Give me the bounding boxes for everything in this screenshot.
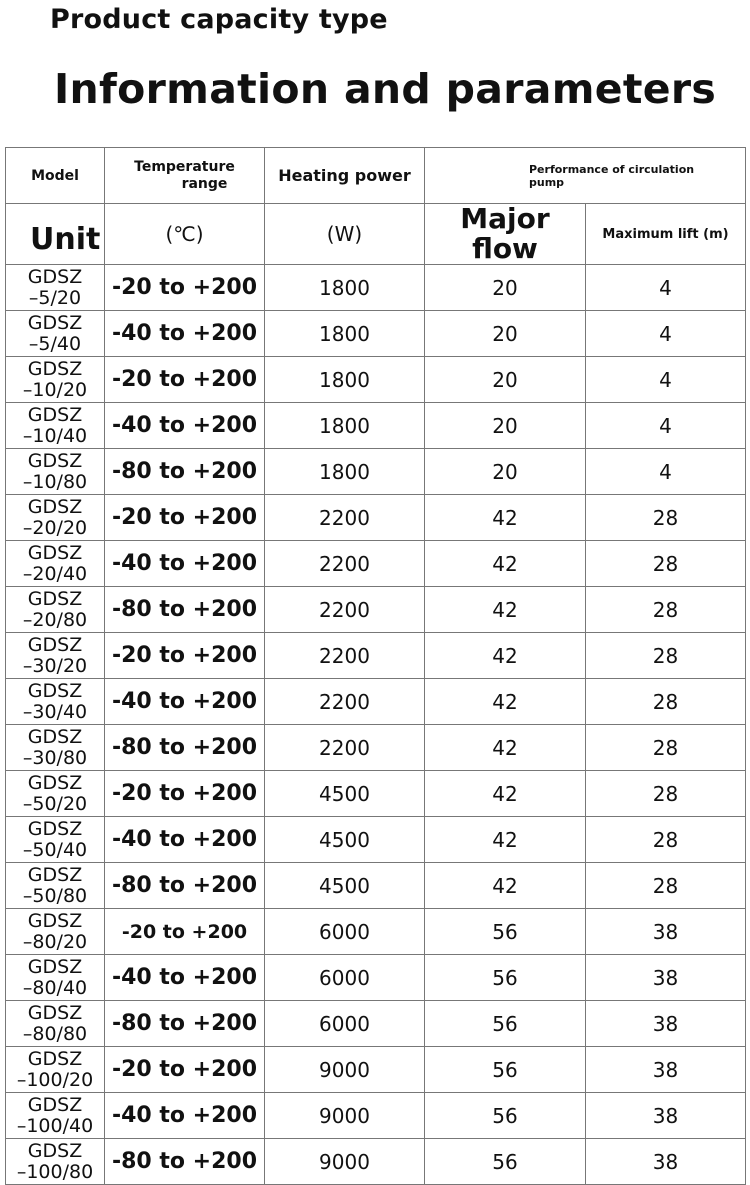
lift-value: 28 xyxy=(652,505,679,530)
header-pump-performance xyxy=(425,148,746,204)
lift-value: 38 xyxy=(652,965,679,990)
table-row xyxy=(6,1093,746,1139)
table-row xyxy=(6,357,746,403)
model-cell xyxy=(6,495,105,541)
heating-power-cell xyxy=(265,311,425,357)
lift-value: 4 xyxy=(659,367,672,392)
lift-cell xyxy=(586,495,746,541)
model-value: GDSZ –10/80 xyxy=(22,449,88,493)
temperature-range-cell xyxy=(105,403,265,449)
model-cell xyxy=(6,1047,105,1093)
flow-value: 42 xyxy=(492,827,518,852)
heating-power-value: 9000 xyxy=(319,1149,370,1174)
unit-lift: Maximum lift (m) xyxy=(602,227,729,242)
unit-flow: Major flow xyxy=(460,203,550,265)
flow-value: 20 xyxy=(492,367,518,392)
model-value: GDSZ –5/20 xyxy=(27,265,83,309)
table-row xyxy=(6,587,746,633)
lift-value: 28 xyxy=(652,643,679,668)
heating-power-cell xyxy=(265,633,425,679)
temperature-range-cell xyxy=(105,817,265,863)
heating-power-cell xyxy=(265,817,425,863)
lift-value: 4 xyxy=(659,275,672,300)
unit-row xyxy=(6,204,746,265)
flow-value: 20 xyxy=(492,459,518,484)
temperature-range-value: -40 to +200 xyxy=(111,551,258,576)
heating-power-value: 4500 xyxy=(319,827,370,852)
heating-power-cell xyxy=(265,357,425,403)
lift-cell xyxy=(586,955,746,1001)
model-cell xyxy=(6,1001,105,1047)
temperature-range-cell xyxy=(105,1139,265,1185)
model-value: GDSZ –100/20 xyxy=(16,1047,94,1091)
temperature-range-cell xyxy=(105,679,265,725)
temperature-range-cell xyxy=(105,1093,265,1139)
flow-cell xyxy=(425,633,586,679)
page-subtitle: Information and parameters xyxy=(54,65,717,113)
model-value: GDSZ –100/40 xyxy=(16,1093,94,1137)
temperature-range-cell xyxy=(105,771,265,817)
temperature-range-cell xyxy=(105,541,265,587)
flow-value: 56 xyxy=(492,1057,518,1082)
lift-cell xyxy=(586,909,746,955)
heating-power-value: 2200 xyxy=(319,689,370,714)
flow-cell xyxy=(425,725,586,771)
flow-value: 20 xyxy=(492,275,518,300)
lift-value: 38 xyxy=(652,1103,679,1128)
model-cell xyxy=(6,1139,105,1185)
model-cell xyxy=(6,955,105,1001)
lift-value: 28 xyxy=(652,689,679,714)
header-temperature xyxy=(105,148,265,204)
model-cell xyxy=(6,357,105,403)
lift-value: 4 xyxy=(659,413,672,438)
temperature-range-cell xyxy=(105,955,265,1001)
heating-power-cell xyxy=(265,679,425,725)
unit-temperature-cell xyxy=(105,204,265,265)
heating-power-cell xyxy=(265,403,425,449)
unit-power: (W) xyxy=(326,222,363,246)
flow-cell xyxy=(425,449,586,495)
flow-cell xyxy=(425,403,586,449)
heating-power-value: 4500 xyxy=(319,781,370,806)
flow-value: 42 xyxy=(492,505,518,530)
heating-power-cell xyxy=(265,771,425,817)
header-row xyxy=(6,148,746,204)
heating-power-value: 2200 xyxy=(319,597,370,622)
flow-value: 20 xyxy=(492,413,518,438)
flow-value: 42 xyxy=(492,735,518,760)
model-value: GDSZ –50/80 xyxy=(22,863,88,907)
lift-value: 28 xyxy=(652,551,679,576)
heating-power-cell xyxy=(265,1093,425,1139)
heating-power-value: 2200 xyxy=(319,505,370,530)
model-value: GDSZ –80/20 xyxy=(22,909,88,953)
temperature-range-value: -40 to +200 xyxy=(111,1103,258,1128)
table-row xyxy=(6,955,746,1001)
model-cell xyxy=(6,1093,105,1139)
heating-power-value: 1800 xyxy=(319,321,370,346)
lift-cell xyxy=(586,541,746,587)
lift-value: 28 xyxy=(652,827,679,852)
flow-value: 56 xyxy=(492,1149,518,1174)
table-row xyxy=(6,909,746,955)
lift-cell xyxy=(586,771,746,817)
heating-power-value: 6000 xyxy=(319,965,370,990)
temperature-range-cell xyxy=(105,265,265,311)
flow-cell xyxy=(425,679,586,725)
lift-cell xyxy=(586,311,746,357)
flow-cell xyxy=(425,1047,586,1093)
heating-power-cell xyxy=(265,909,425,955)
table-row xyxy=(6,817,746,863)
temperature-range-cell xyxy=(105,863,265,909)
table-row xyxy=(6,495,746,541)
heating-power-value: 4500 xyxy=(319,873,370,898)
temperature-range-value: -20 to +200 xyxy=(111,781,258,806)
lift-value: 38 xyxy=(652,919,679,944)
lift-value: 38 xyxy=(652,1057,679,1082)
temperature-range-value: -80 to +200 xyxy=(111,1011,258,1036)
model-value: GDSZ –30/20 xyxy=(22,633,88,677)
heating-power-value: 9000 xyxy=(319,1103,370,1128)
temperature-range-value: -20 to +200 xyxy=(111,505,258,530)
model-value: GDSZ –20/40 xyxy=(22,541,88,585)
flow-cell xyxy=(425,863,586,909)
unit-label-cell xyxy=(6,204,105,265)
header-heating-power xyxy=(265,148,425,204)
table-row xyxy=(6,449,746,495)
table-row xyxy=(6,403,746,449)
heating-power-value: 2200 xyxy=(319,735,370,760)
table-row xyxy=(6,633,746,679)
flow-cell xyxy=(425,817,586,863)
temperature-range-cell xyxy=(105,1047,265,1093)
heating-power-value: 1800 xyxy=(319,275,370,300)
flow-cell xyxy=(425,587,586,633)
lift-cell xyxy=(586,449,746,495)
model-value: GDSZ –30/40 xyxy=(22,679,88,723)
temperature-range-cell xyxy=(105,725,265,771)
model-cell xyxy=(6,725,105,771)
lift-cell xyxy=(586,265,746,311)
flow-cell xyxy=(425,265,586,311)
lift-cell xyxy=(586,679,746,725)
model-cell xyxy=(6,817,105,863)
unit-temperature: (℃) xyxy=(165,222,204,246)
heating-power-cell xyxy=(265,955,425,1001)
heating-power-cell xyxy=(265,541,425,587)
unit-flow-cell xyxy=(425,204,586,265)
model-cell xyxy=(6,863,105,909)
temperature-range-value: -40 to +200 xyxy=(111,689,258,714)
flow-value: 42 xyxy=(492,781,518,806)
heating-power-value: 6000 xyxy=(319,1011,370,1036)
header-temperature-label xyxy=(134,159,235,193)
flow-cell xyxy=(425,1139,586,1185)
table-row xyxy=(6,311,746,357)
temperature-range-cell xyxy=(105,909,265,955)
model-cell xyxy=(6,449,105,495)
unit-lift-cell xyxy=(586,204,746,265)
temperature-range-value: -40 to +200 xyxy=(111,413,258,438)
heating-power-cell xyxy=(265,587,425,633)
lift-value: 28 xyxy=(652,873,679,898)
table-row xyxy=(6,863,746,909)
temperature-range-cell xyxy=(105,449,265,495)
temperature-range-value: -20 to +200 xyxy=(111,275,258,300)
flow-value: 42 xyxy=(492,597,518,622)
flow-cell xyxy=(425,311,586,357)
heating-power-cell xyxy=(265,265,425,311)
lift-value: 38 xyxy=(652,1149,679,1174)
flow-cell xyxy=(425,909,586,955)
temperature-range-cell xyxy=(105,587,265,633)
model-value: GDSZ –10/40 xyxy=(22,403,88,447)
header-model-label: Model xyxy=(31,167,79,184)
model-value: GDSZ –20/80 xyxy=(22,587,88,631)
lift-cell xyxy=(586,1093,746,1139)
heating-power-cell xyxy=(265,863,425,909)
heating-power-value: 2200 xyxy=(319,643,370,668)
header-pump-performance-label: Performance of circulation pump xyxy=(529,162,695,189)
lift-cell xyxy=(586,1047,746,1093)
table-row xyxy=(6,679,746,725)
header-model xyxy=(6,148,105,204)
flow-value: 20 xyxy=(492,321,518,346)
model-value: GDSZ –5/40 xyxy=(27,311,83,355)
flow-value: 42 xyxy=(492,643,518,668)
table-row xyxy=(6,265,746,311)
lift-cell xyxy=(586,1001,746,1047)
flow-cell xyxy=(425,1093,586,1139)
unit-power-cell xyxy=(265,204,425,265)
flow-cell xyxy=(425,1001,586,1047)
temperature-range-value: -20 to +200 xyxy=(111,367,258,392)
temperature-range-value: -40 to +200 xyxy=(111,321,258,346)
heating-power-cell xyxy=(265,1139,425,1185)
temperature-range-value: -40 to +200 xyxy=(111,965,258,990)
lift-cell xyxy=(586,1139,746,1185)
lift-cell xyxy=(586,403,746,449)
model-cell xyxy=(6,403,105,449)
heating-power-cell xyxy=(265,725,425,771)
heating-power-cell xyxy=(265,1047,425,1093)
lift-cell xyxy=(586,817,746,863)
flow-value: 56 xyxy=(492,965,518,990)
table-row xyxy=(6,725,746,771)
lift-value: 4 xyxy=(659,459,672,484)
model-cell xyxy=(6,679,105,725)
lift-value: 38 xyxy=(652,1011,679,1036)
unit-label: Unit xyxy=(30,221,101,257)
header-temperature-line1: Temperature xyxy=(134,158,235,175)
flow-value: 56 xyxy=(492,1103,518,1128)
model-cell xyxy=(6,541,105,587)
table-row xyxy=(6,1001,746,1047)
model-value: GDSZ –20/20 xyxy=(22,495,88,539)
lift-cell xyxy=(586,357,746,403)
temperature-range-cell xyxy=(105,357,265,403)
heating-power-cell xyxy=(265,1001,425,1047)
temperature-range-value: -80 to +200 xyxy=(111,459,258,484)
model-value: GDSZ –30/80 xyxy=(22,725,88,769)
heating-power-value: 1800 xyxy=(319,413,370,438)
heating-power-cell xyxy=(265,449,425,495)
flow-value: 42 xyxy=(492,873,518,898)
temperature-range-value: -20 to +200 xyxy=(111,643,258,668)
flow-value: 56 xyxy=(492,1011,518,1036)
flow-cell xyxy=(425,541,586,587)
heating-power-value: 6000 xyxy=(319,919,370,944)
model-value: GDSZ –10/20 xyxy=(22,357,88,401)
lift-cell xyxy=(586,863,746,909)
temperature-range-value: -20 to +200 xyxy=(121,920,248,943)
model-cell xyxy=(6,771,105,817)
lift-value: 28 xyxy=(652,781,679,806)
flow-value: 42 xyxy=(492,689,518,714)
heating-power-value: 1800 xyxy=(319,459,370,484)
model-value: GDSZ –50/40 xyxy=(22,817,88,861)
flow-value: 56 xyxy=(492,919,518,944)
header-temperature-line2: range xyxy=(181,175,228,192)
model-value: GDSZ –80/80 xyxy=(22,1001,88,1045)
model-value: GDSZ –100/80 xyxy=(16,1139,94,1183)
model-cell xyxy=(6,311,105,357)
heating-power-cell xyxy=(265,495,425,541)
lift-value: 28 xyxy=(652,735,679,760)
spec-table xyxy=(5,147,746,1185)
lift-value: 28 xyxy=(652,597,679,622)
temperature-range-cell xyxy=(105,495,265,541)
lift-cell xyxy=(586,725,746,771)
lift-cell xyxy=(586,633,746,679)
model-cell xyxy=(6,265,105,311)
table-row xyxy=(6,1047,746,1093)
temperature-range-cell xyxy=(105,311,265,357)
table-row xyxy=(6,771,746,817)
temperature-range-cell xyxy=(105,633,265,679)
lift-cell xyxy=(586,587,746,633)
temperature-range-value: -80 to +200 xyxy=(111,873,258,898)
heating-power-value: 9000 xyxy=(319,1057,370,1082)
model-value: GDSZ –50/20 xyxy=(22,771,88,815)
flow-cell xyxy=(425,955,586,1001)
header-heating-power-label: Heating power xyxy=(278,165,411,185)
flow-cell xyxy=(425,495,586,541)
heating-power-value: 2200 xyxy=(319,551,370,576)
temperature-range-value: -80 to +200 xyxy=(111,597,258,622)
table-row xyxy=(6,1139,746,1185)
model-cell xyxy=(6,909,105,955)
temperature-range-value: -20 to +200 xyxy=(111,1057,258,1082)
page-title: Product capacity type xyxy=(50,4,388,35)
temperature-range-value: -40 to +200 xyxy=(111,827,258,852)
temperature-range-value: -80 to +200 xyxy=(111,735,258,760)
flow-cell xyxy=(425,771,586,817)
lift-value: 4 xyxy=(659,321,672,346)
temperature-range-cell xyxy=(105,1001,265,1047)
heating-power-value: 1800 xyxy=(319,367,370,392)
model-cell xyxy=(6,587,105,633)
flow-cell xyxy=(425,357,586,403)
model-value: GDSZ –80/40 xyxy=(22,955,88,999)
model-cell xyxy=(6,633,105,679)
table-row xyxy=(6,541,746,587)
flow-value: 42 xyxy=(492,551,518,576)
temperature-range-value: -80 to +200 xyxy=(111,1149,258,1174)
